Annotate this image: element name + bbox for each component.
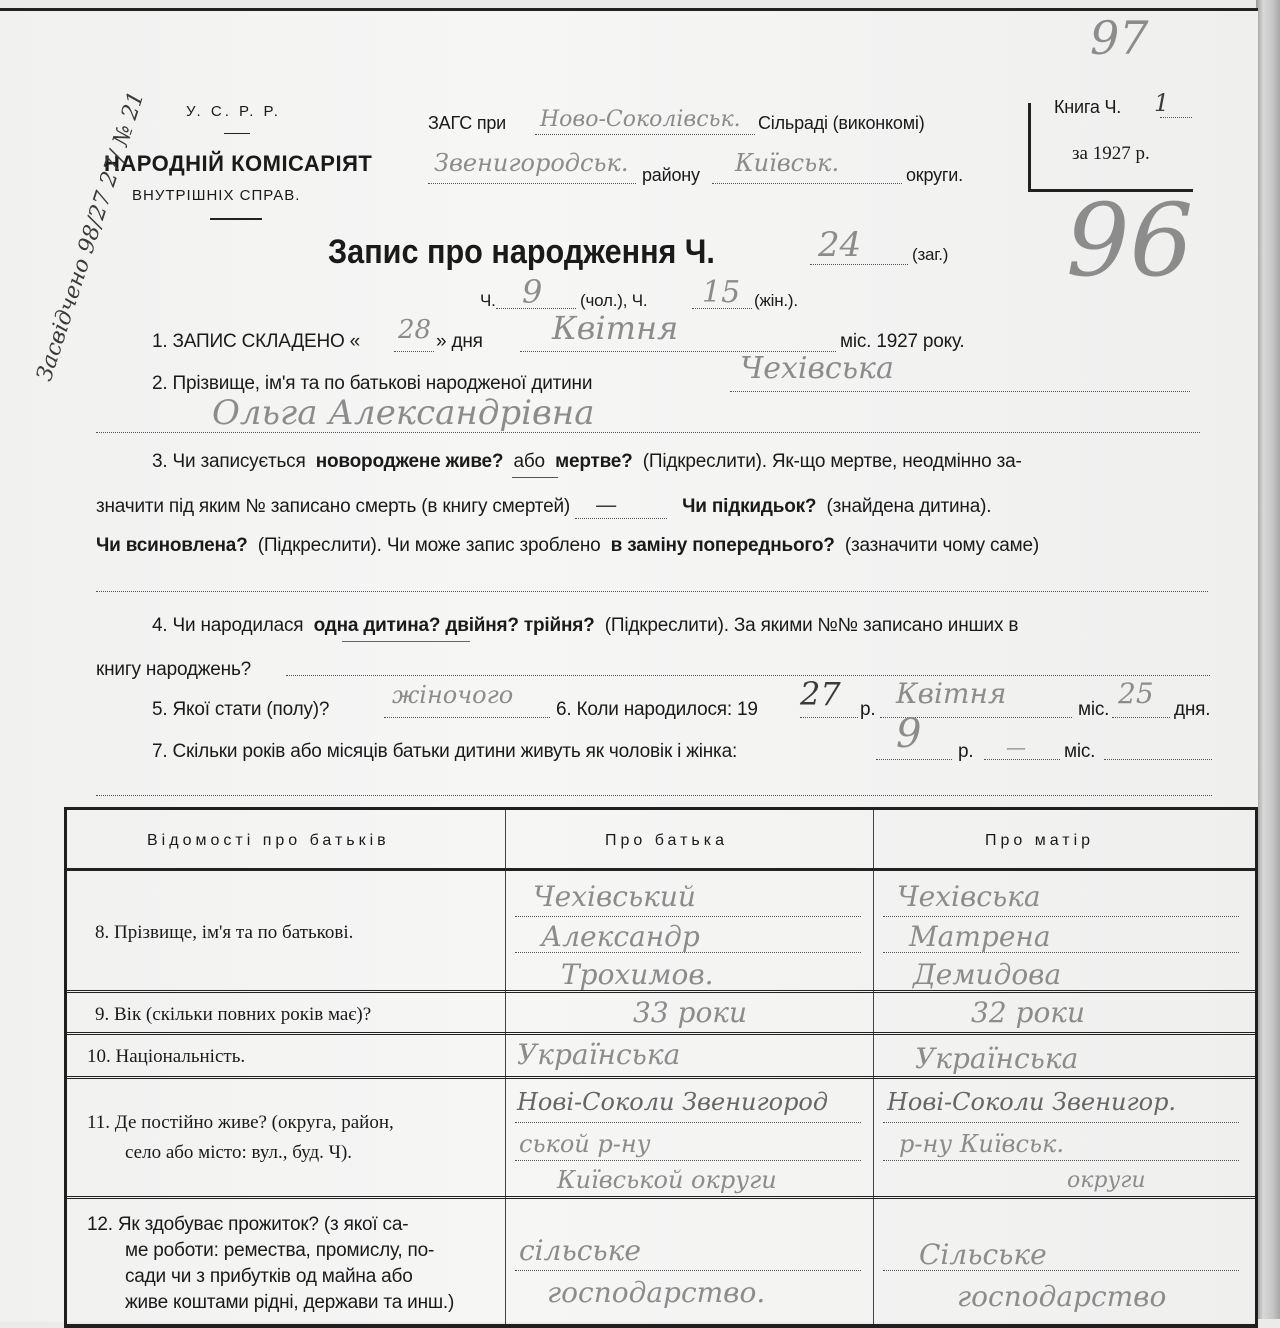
field-6-label: 6. Коли народилося: 19	[556, 699, 758, 720]
row-11-label-line-2: село або місто: вул., буд. Ч).	[125, 1142, 353, 1163]
row-12-label-line-2: ме роботи: ремества, промислу, по-	[125, 1240, 435, 1261]
row-11-father-address-3: Київськой округи	[557, 1166, 777, 1194]
row-12-label-line-4: живе коштами рідні, держави та инш.)	[125, 1292, 455, 1313]
field-2-surname-line	[730, 391, 1190, 392]
field-3-option-dead: мертве?	[555, 451, 633, 472]
row-8-father-patronymic: Трохимов.	[561, 958, 714, 991]
book-number-line	[1160, 117, 1192, 118]
page-title: Запис про народження Ч.	[328, 233, 715, 271]
row-12-label-line-1: 12. Як здобуває прожиток? (з якої са-	[87, 1214, 409, 1235]
margin-note-top-right: 97	[1090, 11, 1149, 65]
column-header-father: Про батька	[605, 832, 728, 849]
row-11-label-line-1: 11. Де постійно живе? (округа, район,	[87, 1112, 394, 1133]
field-3-text: (знайдена дитина).	[826, 496, 992, 517]
row-8-father-surname: Чехівський	[533, 880, 696, 913]
field-7-months-suffix: міс.	[1064, 741, 1096, 762]
okrug-line	[712, 183, 902, 184]
village-council-suffix: Сільраді (виконкомі)	[758, 113, 925, 133]
field-2-name: Ольга Александрівна	[212, 393, 595, 433]
field-6-month: Квітня	[896, 677, 1007, 710]
row-10-mother-nationality: Українська	[915, 1042, 1079, 1075]
field-2-surname: Чехівська	[740, 351, 894, 386]
field-1-month: Квітня	[552, 309, 679, 347]
row-8-mother-name: Матрена	[909, 920, 1051, 953]
row-9-label: 9. Вік (скільки повних років має)?	[95, 1004, 372, 1025]
field-5-value: жіночого	[392, 681, 514, 709]
row-12-label-line-3: сади чи з прибутків од майна або	[125, 1266, 413, 1287]
village-council-line	[535, 134, 755, 135]
row-9-mother-age: 32 роки	[971, 996, 1086, 1029]
field-3-blank-line	[96, 591, 1208, 592]
field-6-day-line	[1112, 717, 1170, 718]
field-5-line	[384, 717, 550, 718]
total-suffix: (заг.)	[912, 245, 949, 264]
row-11-mother-address-1: Нові-Соколи Звенигор.	[887, 1088, 1177, 1116]
male-suffix: (чол.), Ч.	[580, 291, 648, 310]
row-8-father-line-1	[515, 916, 861, 917]
field-7-months-line	[984, 759, 1060, 760]
field-1-label: 1. ЗАПИС СКЛАДЕНО «	[152, 331, 361, 352]
field-6-day: 25	[1118, 677, 1154, 710]
parents-table	[64, 807, 1258, 1328]
row-divider	[67, 990, 1255, 993]
field-4-line-2: книгу народжень?	[96, 659, 252, 680]
field-7-months: —	[1006, 735, 1026, 759]
commissariat-label: НАРОДНІЙ КОМІСАРІЯТ	[104, 151, 373, 176]
birth-record-form	[0, 8, 1258, 1322]
book-number: 1	[1154, 89, 1170, 117]
single-child-underline	[342, 641, 470, 642]
column-divider	[505, 810, 506, 1324]
field-3-line-2	[96, 493, 991, 518]
field-1-day-line	[394, 351, 434, 352]
field-6-year: 27	[800, 675, 841, 713]
separator-line	[96, 795, 1212, 796]
header-divider	[67, 868, 1255, 871]
field-7-years-suffix: р.	[958, 741, 974, 762]
field-1-day: 28	[398, 315, 432, 345]
field-4-line-1	[152, 615, 1018, 637]
divider	[224, 133, 250, 134]
row-11-mother-address-3: округи	[1067, 1168, 1146, 1193]
field-3-text: або	[513, 451, 545, 472]
field-1-year-suffix: міс. 1927 року.	[840, 331, 965, 352]
village-council-value: Ново-Соколівськ.	[540, 107, 741, 132]
field-3-text: (Підкреслити). Чи може запис зроблено	[257, 535, 601, 556]
field-3-option-alive: новороджене живе?	[315, 451, 504, 472]
field-6-day-suffix: дня.	[1174, 699, 1211, 720]
female-suffix: (жін.).	[754, 291, 798, 310]
scanned-page-edge	[1256, 0, 1280, 1319]
row-divider	[67, 1032, 1255, 1035]
district-value: Звенигородськ.	[434, 149, 629, 177]
row-8-mother-patronymic: Демидова	[913, 958, 1062, 991]
field-4-text: 4. Чи народилася	[152, 615, 304, 636]
alive-underline	[512, 477, 558, 478]
zags-prefix: ЗАГС при	[428, 113, 507, 133]
row-11-mother-line-2	[883, 1160, 1239, 1161]
row-12-father-occupation-1: сільське	[519, 1234, 641, 1267]
field-3-line-1	[152, 451, 1022, 473]
field-7-tail-line	[1104, 759, 1212, 760]
district-label: району	[642, 165, 700, 185]
row-8-mother-surname: Чехівська	[897, 880, 1041, 913]
book-label: Книга Ч.	[1054, 97, 1122, 117]
field-6-month-suffix: міс.	[1078, 699, 1110, 720]
column-header-mother: Про матір	[985, 832, 1095, 849]
year-label: за 1927 р.	[1072, 143, 1150, 164]
republic-label: У. С. Р. Р.	[186, 103, 281, 120]
field-1-day-suffix: » дня	[436, 331, 483, 352]
row-8-label: 8. Прізвище, ім'я та по батькові.	[95, 922, 354, 943]
margin-note-right-large: 96	[1066, 182, 1194, 299]
row-divider	[67, 1196, 1255, 1199]
field-3-option-adopted: Чи всиновлена?	[96, 535, 248, 556]
female-number: 15	[702, 275, 741, 310]
field-7-years: 9	[896, 711, 922, 757]
row-11-father-line-2	[515, 1160, 861, 1161]
field-6-year-suffix: р.	[860, 699, 876, 720]
field-3-text: значити під яким № записано смерть (в книгу смертей)	[96, 496, 570, 517]
department-label: ВНУТРІШНІХ СПРАВ.	[132, 187, 301, 204]
row-12-mother-occupation-2: господарство	[957, 1280, 1167, 1313]
row-8-mother-line-1	[883, 916, 1239, 917]
row-11-father-address-2: ськой р-ну	[519, 1130, 651, 1158]
row-12-mother-occupation-1: Сільське	[919, 1238, 1047, 1271]
okrug-value: Київськ.	[735, 149, 840, 177]
field-2-label: 2. Прізвище, ім'я та по батькові народженої дитини	[152, 373, 593, 394]
row-11-father-address-1: Нові-Соколи Звенигород	[517, 1088, 829, 1116]
district-line	[428, 183, 636, 184]
row-10-father-nationality: Українська	[517, 1038, 681, 1071]
row-11-mother-line-1	[883, 1122, 1239, 1123]
field-4-text: (Підкреслити). За якими №№ записано инших в	[604, 615, 1019, 636]
field-3-option-replacement: в заміну попереднього?	[610, 535, 835, 556]
row-8-father-name: Александр	[541, 920, 700, 953]
row-11-father-line-1	[515, 1122, 861, 1123]
divider	[210, 218, 262, 220]
field-4-options: одна дитина? двійня? трійня?	[313, 615, 595, 636]
field-3-option-foundling: Чи підкидьок?	[682, 496, 817, 517]
field-7-years-line	[876, 759, 952, 760]
row-11-mother-address-2: р-ну Київськ.	[899, 1130, 1064, 1158]
total-number: 24	[818, 225, 862, 265]
field-4-blank-line	[286, 675, 1210, 676]
field-7-label: 7. Скільки років або місяців батьки дитини живуть як чоловік і жінка:	[152, 741, 738, 762]
row-divider	[67, 1076, 1255, 1079]
row-12-father-line	[515, 1270, 861, 1271]
column-header-info: Відомості про батьків	[147, 832, 390, 849]
row-10-label: 10. Національність.	[87, 1046, 246, 1067]
field-6-year-line	[800, 717, 858, 718]
margin-note-left: Засвідчено 98/27 27/ № 21	[32, 88, 150, 385]
field-3-death-number: —	[575, 493, 667, 519]
male-number: 9	[522, 273, 543, 311]
male-prefix: Ч.	[480, 291, 496, 310]
field-3-text: (зазначити чому саме)	[844, 535, 1040, 556]
field-3-text: 3. Чи записується	[152, 451, 306, 472]
row-9-father-age: 33 роки	[633, 996, 748, 1029]
field-3-text: (Підкреслити). Як-що мертве, неодмінно за-	[642, 451, 1022, 472]
column-divider	[873, 810, 874, 1324]
field-3-line-3	[96, 535, 1039, 557]
row-12-father-occupation-2: господарство.	[547, 1276, 766, 1309]
okrug-label: округи.	[906, 165, 963, 185]
field-5-label: 5. Якої стати (полу)?	[152, 699, 330, 720]
